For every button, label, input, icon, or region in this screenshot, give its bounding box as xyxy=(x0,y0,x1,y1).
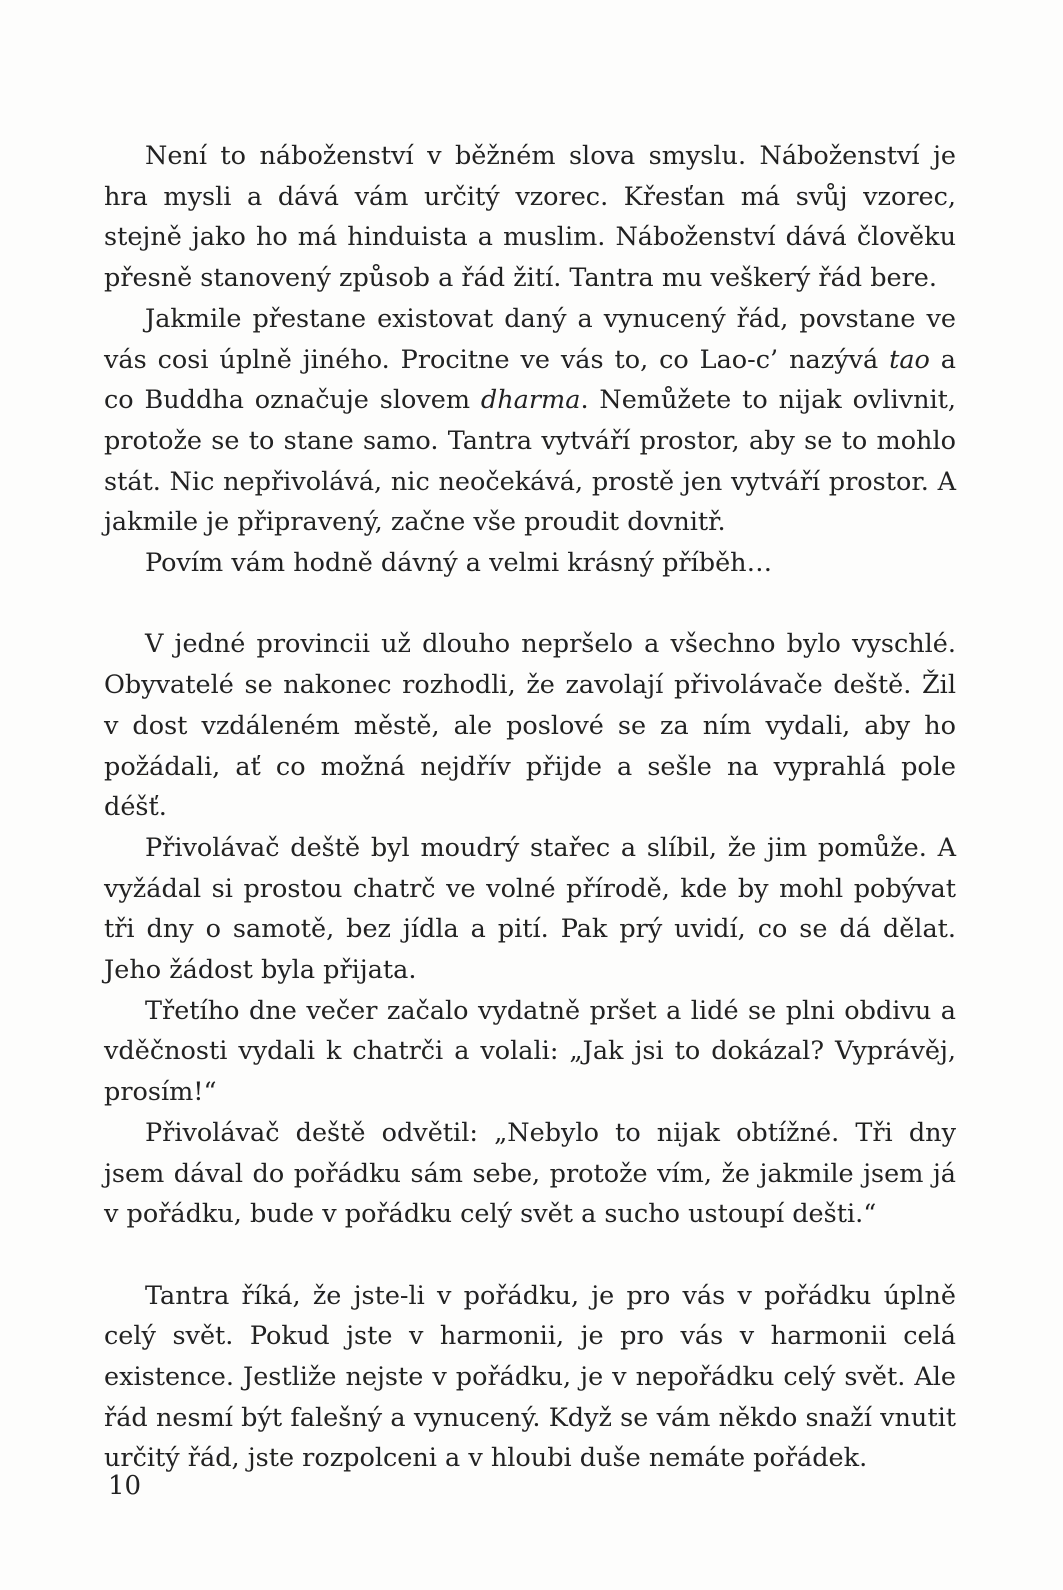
text-run: a co Buddha označuje slovem xyxy=(104,344,957,416)
text-run: Povím vám hodně dávný a velmi krásný příběh… xyxy=(145,548,773,579)
paragraph xyxy=(104,991,956,1113)
text-run: V jedné provincii už dlouho nepršelo a všechno bylo vyschlé. Obyvatelé se nakonec rozhodli, že zavolají přivolávače deště. Žil v dost vzdáleném městě, ale poslové se za ním vydali, aby ho požádali, ať co možná nejdřív přijde a sešle na vyprahlá pole déšť. xyxy=(104,629,956,823)
text-run: Jakmile přestane existovat daný a vynucený řád, povstane ve vás cosi úplně jiného. Procitne ve vás to, co Lao-c’ nazývá xyxy=(104,303,956,375)
text-run: . Nemůžete to nijak ovlivnit, protože se to stane samo. Tantra vytváří prostor, aby se to mohlo stát. Nic nepřivolává, nic neočekává, prostě jen vytváří prostor. A jakmile je připravený, začne vše proudit dovnitř. xyxy=(104,385,956,538)
text-run: Není to náboženství v běžném slova smyslu. Náboženství je hra mysli a dává vám určitý vzorec. Křesťan má svůj vzorec, stejně jako ho má hinduista a muslim. Náboženství dává člověku přesně stanovený způsob a řád žití. Tantra mu veškerý řád bere. xyxy=(104,141,956,294)
paragraph xyxy=(104,136,956,299)
text-run: Tantra říká, že jste-li v pořádku, je pro vás v pořádku úplně celý svět. Pokud jste v harmonii, je pro vás v harmonii celá existence. Jestliže nejste v pořádku, je v nepořádku celý svět. Ale řád nesmí být falešný a vynucený. Když se vám někdo snaží vnutit určitý řád, jste rozpolceni a v hloubi duše nemáte pořádek. xyxy=(104,1280,956,1474)
text-run: Přivolávač deště byl moudrý stařec a slíbil, že jim pomůže. A vyžádal si prostou chatrč ve volné přírodě, kde by mohl pobývat tři dny o samotě, bez jídla a pití. Pak prý uvidí, co se dá dělat. Jeho žádost byla přijata. xyxy=(104,832,956,986)
paragraph xyxy=(104,543,956,584)
paragraph xyxy=(104,1113,956,1235)
paragraph xyxy=(104,828,956,991)
page-number: 10 xyxy=(108,1471,142,1501)
text-run: Třetího dne večer začalo vydatně pršet a lidé se plni obdivu a vděčnosti vydali k chatrči a volali: „Jak jsi to dokázal? Vyprávěj, prosím!“ xyxy=(104,995,956,1108)
body-text xyxy=(104,136,956,1479)
paragraph-conclusion xyxy=(104,1276,956,1480)
paragraph-story-start xyxy=(104,624,956,828)
italic-term-tao: tao xyxy=(889,344,930,375)
italic-term-dharma: dharma xyxy=(480,385,581,416)
paragraph xyxy=(104,299,956,543)
text-run: Přivolávač deště odvětil: „Nebylo to nijak obtížné. Tři dny jsem dával do pořádku sám sebe, protože vím, že jakmile jsem já v pořádku, bude v pořádku celý svět a sucho ustoupí dešti.“ xyxy=(104,1117,956,1230)
